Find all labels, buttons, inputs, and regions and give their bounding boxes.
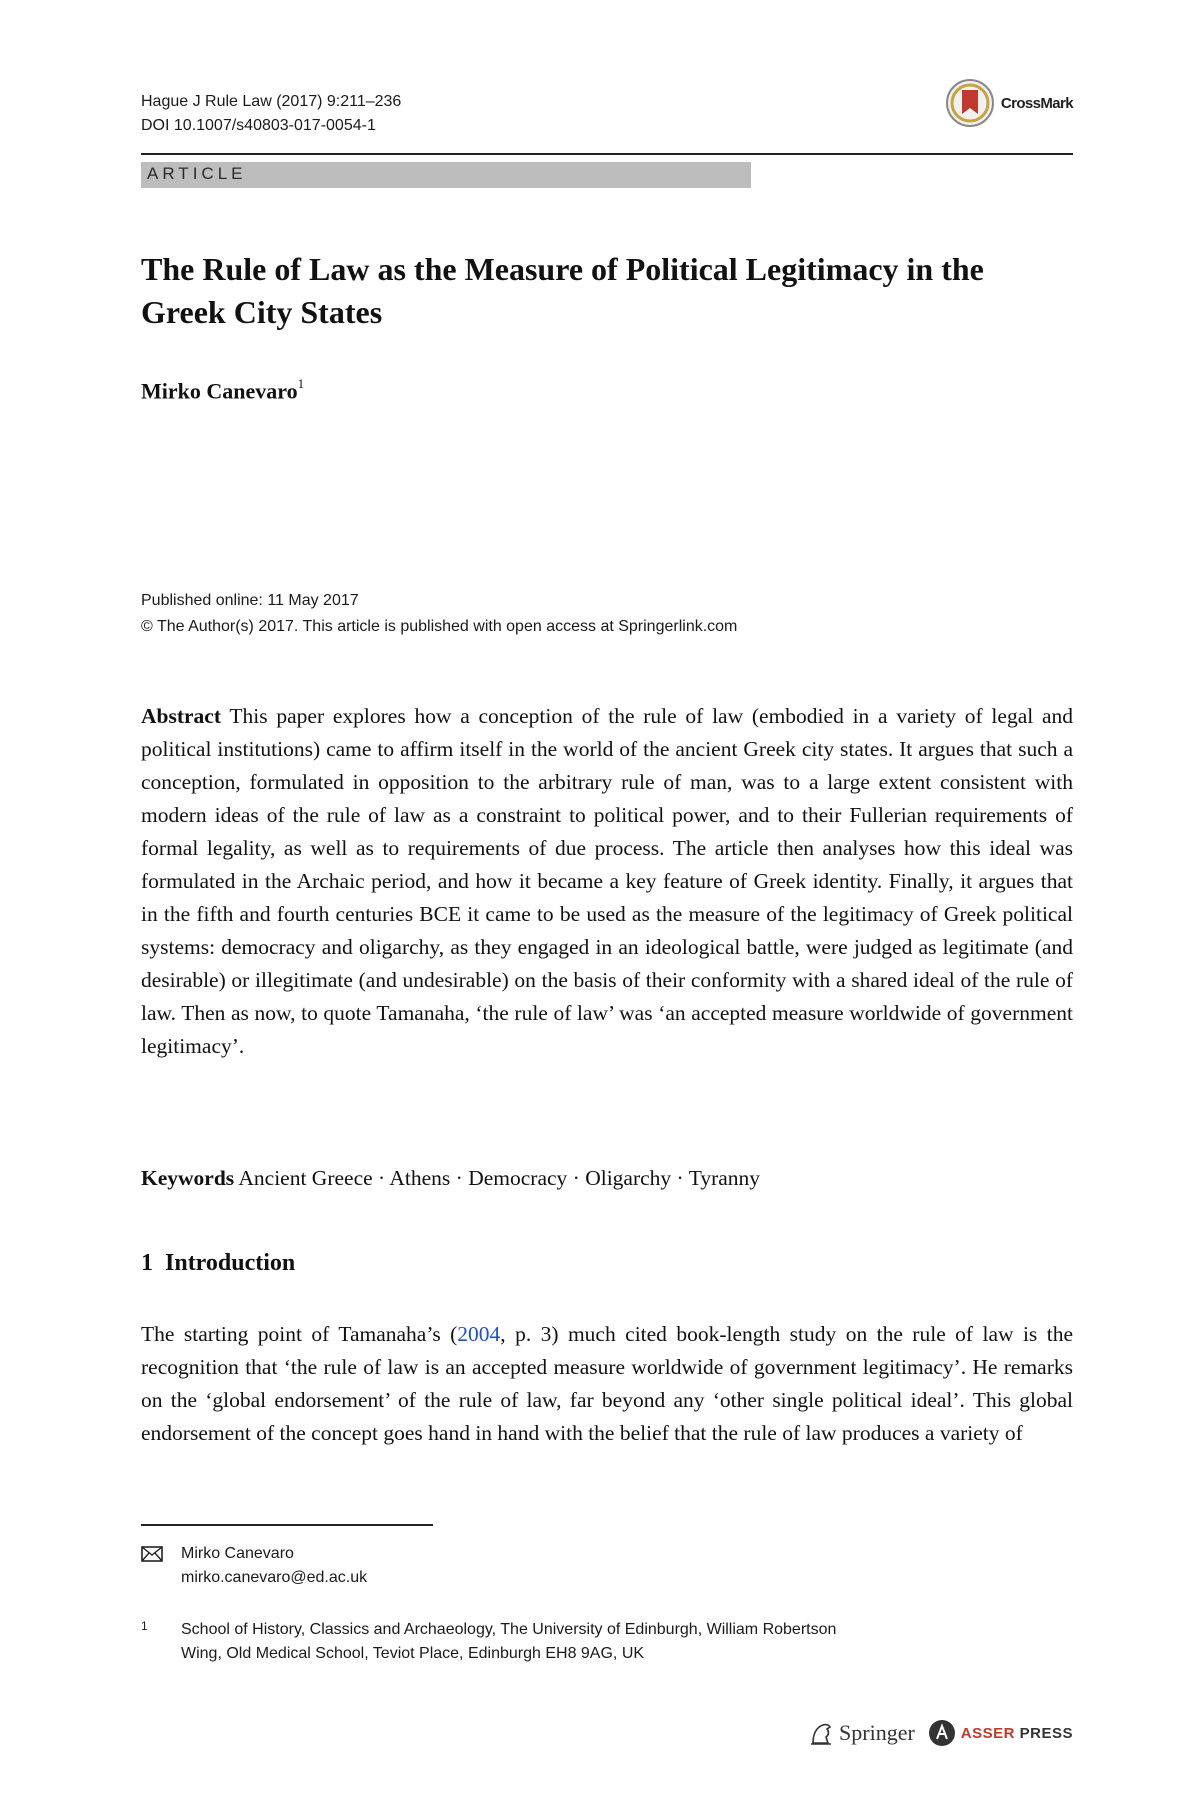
asser-label-accent: ASSER (960, 1724, 1015, 1742)
author-affiliation-mark: 1 (297, 376, 305, 391)
abstract (141, 700, 1073, 1063)
asser-press-logo (927, 1718, 1073, 1748)
citation-link[interactable]: 2004 (457, 1322, 501, 1346)
published-online: Published online: 11 May 2017 (141, 592, 359, 609)
publisher-logos (807, 1718, 1073, 1748)
author (141, 378, 304, 404)
author-name: Mirko Canevaro (141, 378, 298, 404)
affiliation-line-2: Wing, Old Medical School, Teviot Place, Edinburgh EH8 9AG, UK (181, 1645, 645, 1662)
envelope-icon (141, 1546, 163, 1562)
keywords-label: Keywords (141, 1166, 235, 1190)
contact-footnote (141, 1542, 367, 1590)
crossmark-label: CrossMark (1000, 94, 1073, 112)
springer-label: Springer (839, 1720, 915, 1745)
copyright-notice: © The Author(s) 2017. This article is published with open access at Springerlink.com (141, 618, 738, 635)
article-type-label: ARTICLE (147, 164, 247, 183)
affiliation-footnote (141, 1618, 1073, 1666)
crossmark-icon (945, 78, 995, 128)
abstract-text: This paper explores how a conception of the rule of law (embodied in a variety of legal and political institutions) came to affirm itself in the world of the ancient Greek city states. It argues that such a conception, formulated in opposition to the arbitrary rule of man, was to a large extent consistent with modern ideas of the rule of law as a constraint to political power, and to their Fullerian requirements of formal legality, as well as to requirements of due process. The article then analyses how this ideal was formulated in the Archaic period, and how it became a key feature of Greek identity. Finally, it argues that in the fifth and fourth centuries BCE it came to be used as the measure of the legitimacy of Greek political systems: democracy and oligarchy, as they engaged in an ideological battle, were judged as legitimate (and desirable) or illegitimate (and undesirable) on the basis of their conformity with a shared ideal of the rule of law. Then as now, to quote Tamanaha, ‘the rule of law’ was ‘an accepted measure worldwide of government legitimacy’. (141, 704, 1073, 1058)
keywords-text: Ancient Greece · Athens · Democracy · Oligarchy · Tyranny (238, 1166, 761, 1190)
article-type-band (141, 162, 751, 188)
journal-info (141, 90, 401, 138)
springer-horse-icon (807, 1719, 835, 1747)
paragraph-text-rest: , p. 3) much cited book-length study on the rule of law is the recognition that ‘the rule of law is an accepted measure worldwide of government legitimacy’. He remarks on the ‘global endorsement’ of the rule of law, far beyond any ‘other single political ideal’. This global endorsement of the concept goes hand in hand with the belief that the rule of law produces a variety of (141, 1322, 1073, 1445)
section-number: 1 (141, 1250, 153, 1276)
header-divider (141, 153, 1073, 155)
section-title: Introduction (165, 1250, 296, 1276)
asser-press-icon (927, 1718, 957, 1748)
page (141, 0, 1073, 1820)
journal-citation: Hague J Rule Law (2017) 9:211–236 (141, 93, 402, 110)
affiliation-footnote-mark: 1 (141, 1619, 148, 1633)
footnote-divider (141, 1524, 433, 1526)
asser-label-rest: PRESS (1014, 1724, 1073, 1742)
contact-email[interactable]: mirko.canevaro@ed.ac.uk (181, 1569, 368, 1586)
introduction-paragraph (141, 1318, 1073, 1450)
doi[interactable]: DOI 10.1007/s40803-017-0054-1 (141, 117, 376, 134)
abstract-label: Abstract (141, 704, 222, 728)
affiliation-line-1: School of History, Classics and Archaeology, The University of Edinburgh, William Robertson (181, 1621, 837, 1638)
publication-meta (141, 588, 737, 640)
contact-name: Mirko Canevaro (181, 1545, 294, 1562)
keywords (141, 1162, 1073, 1195)
section-heading (141, 1250, 295, 1277)
paragraph-text-start: The starting point of Tamanaha’s ( (141, 1322, 458, 1346)
article-title: The Rule of Law as the Measure of Political Legitimacy in the Greek City States (141, 251, 984, 330)
springer-logo (807, 1719, 915, 1747)
crossmark-badge[interactable] (945, 78, 1073, 128)
